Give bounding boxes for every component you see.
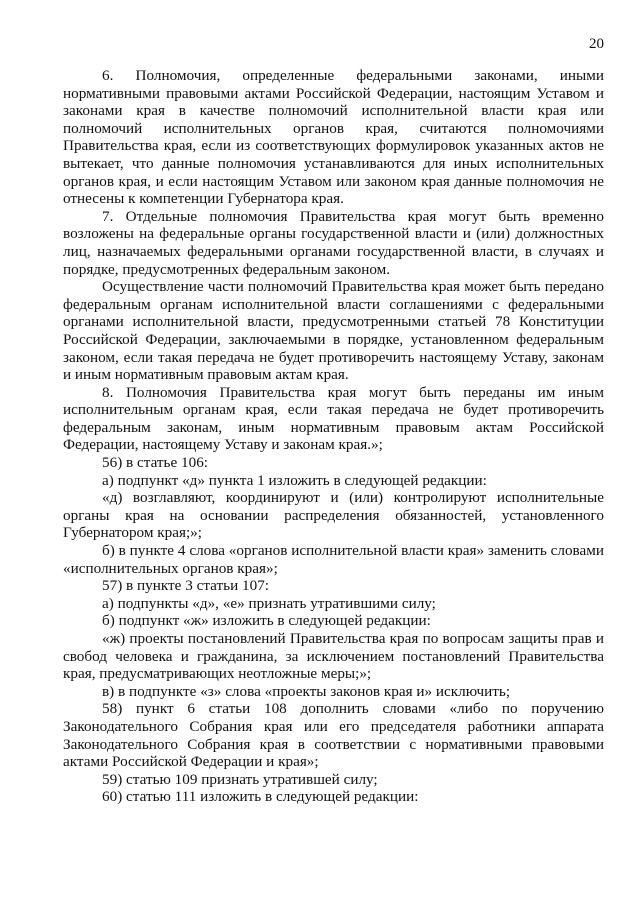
document-body [63, 67, 604, 806]
paragraph-4: 8. Полномочия Правительства края могут быть переданы им иным исполнительным органам края, если такая передача не будет противоречить федеральным законам, иным нормативным правовым актам Российской Федерации, настоящему Уставу и законам края.»; [63, 383, 604, 454]
paragraph-12: «ж) проекты постановлений Правительства края по вопросам защиты прав и свобод человека и гражданина, за исключением постановлений Правительства края, предусматривающих неотложные меры;»; [63, 630, 604, 683]
paragraph-10: а) подпункты «д», «е» признать утратившими силу; [102, 594, 436, 612]
paragraph-15: 59) статью 109 признать утратившей силу; [102, 770, 378, 788]
paragraph-11: б) подпункт «ж» изложить в следующей редакции: [102, 612, 431, 630]
page-number: 20 [589, 36, 604, 52]
paragraph-1: 6. Полномочия, определенные федеральными законами, иными нормативными правовыми актами Российской Федерации, настоящим Уставом и законами края в качестве полномочий исполнительной власти края или полномочий исполнительных органов края, считаются полномочиями Правительства края, если из соответствующих формулировок указанных актов не вытекает, что данные полномочия устанавливаются для иных исполнительных органов края, и если настоящим Уставом или законом края данные полномочия не отнесены к компетенции Губернатора края. [63, 67, 604, 208]
paragraph-7: «д) возглавляют, координируют и (или) контролируют исполнительные органы края на основании распределения обязанностей, установленного Губернатором края;»; [63, 489, 604, 542]
paragraph-9: 57) в пункте 3 статьи 107: [102, 577, 270, 595]
paragraph-13: в) в подпункте «з» слова «проекты законов края и» исключить; [102, 682, 511, 700]
paragraph-6: а) подпункт «д» пункта 1 изложить в следующей редакции: [102, 471, 487, 489]
paragraph-16: 60) статью 111 изложить в следующей редакции: [102, 788, 419, 806]
paragraph-8: б) в пункте 4 слова «органов исполнительной власти края» заменить словами «исполнительных органов края»; [63, 542, 604, 577]
paragraph-5: 56) в статье 106: [102, 454, 209, 472]
paragraph-2: 7. Отдельные полномочия Правительства края могут быть временно возложены на федеральные органы государственной власти и (или) должностных лиц, назначаемых федеральными органами государственной власти, в случаях и порядке, предусмотренных федеральным законом. [63, 207, 604, 278]
paragraph-3: Осуществление части полномочий Правительства края может быть передано федеральным органам исполнительной власти соглашениями с федеральными органами исполнительной власти, предусмотренными статьей 78 Конституции Российской Федерации, заключаемыми в порядке, установленном федеральным законом, если такая передача не будет противоречить настоящему Уставу, законам и иным нормативным правовым актам края. [63, 278, 604, 384]
paragraph-14: 58) пункт 6 статьи 108 дополнить словами «либо по поручению Законодательного Собрания края или его председателя работники аппарата Законодательного Собрания края в соответствии с нормативными правовыми актами Российской Федерации и края»; [63, 700, 604, 771]
